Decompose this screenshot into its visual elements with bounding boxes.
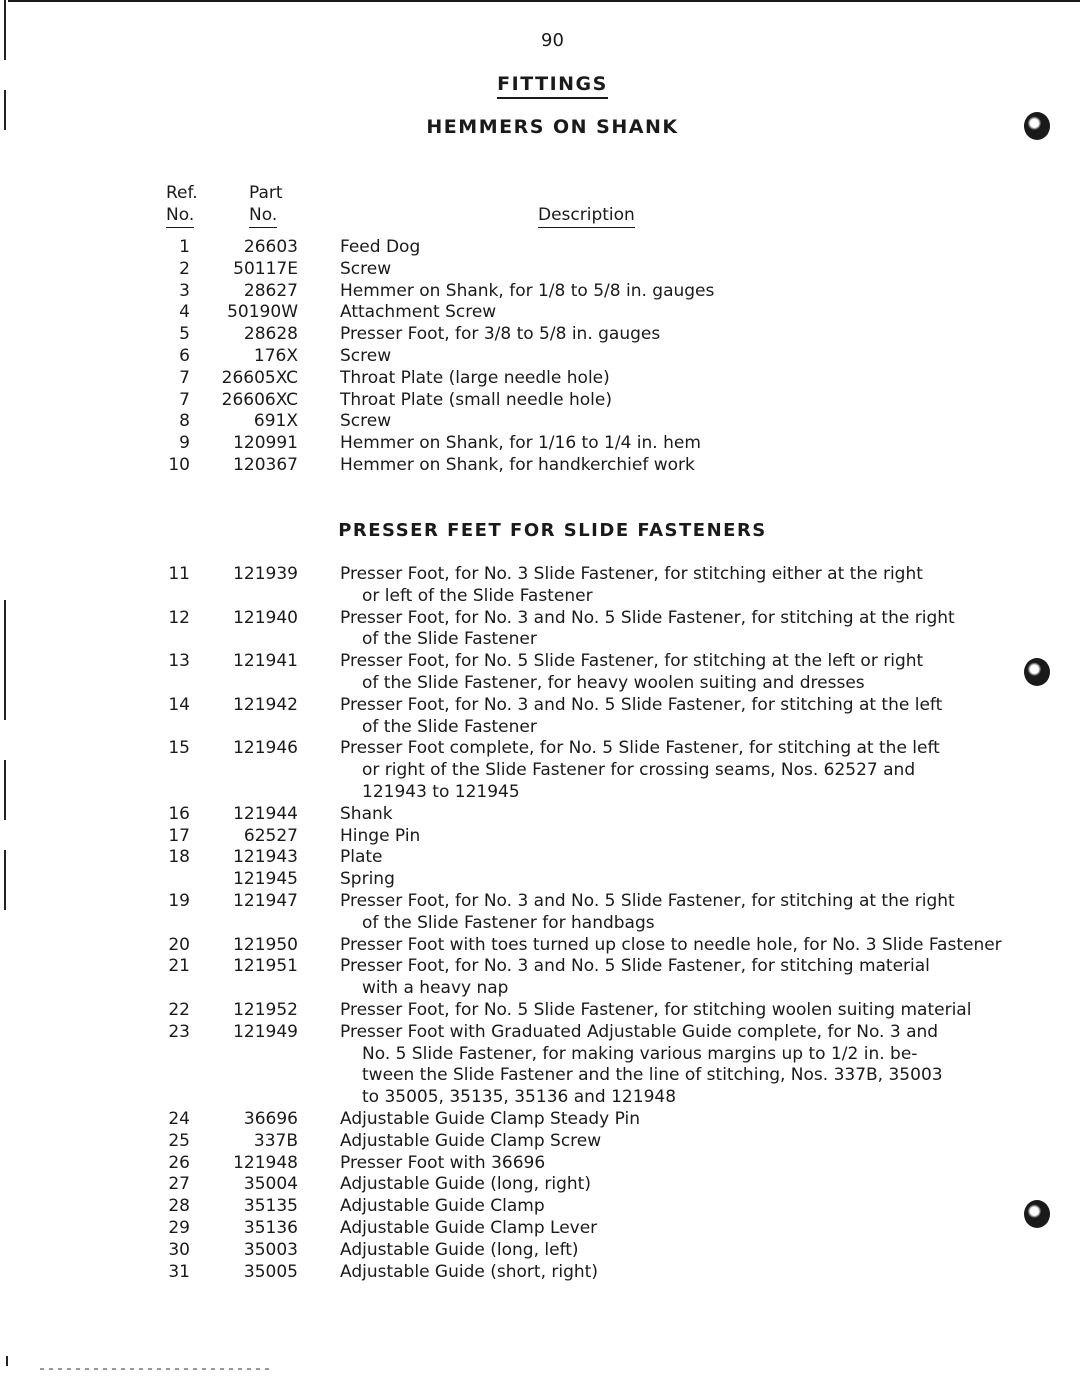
ref-number: 19 xyxy=(168,890,190,911)
presser-feet-parts-list xyxy=(0,564,1080,1283)
top-edge-rule xyxy=(8,0,1080,2)
part-description xyxy=(340,1131,990,1153)
table-row xyxy=(0,324,1080,346)
ref-number: 22 xyxy=(168,999,190,1020)
ref-number: 27 xyxy=(168,1174,190,1195)
part-number: 121939 xyxy=(233,564,298,584)
part-number: 50190W xyxy=(227,302,298,323)
description-line: Adjustable Guide (short, right) xyxy=(340,1261,598,1282)
description-line: 121943 to 121945 xyxy=(362,781,520,802)
description-line: of the Slide Fastener, for heavy woolen suiting and dresses xyxy=(362,672,865,693)
part-number: 26606XC xyxy=(221,389,298,410)
description-line: Presser Foot, for No. 5 Slide Fastener, for stitching at the left or right xyxy=(340,651,924,672)
part-description xyxy=(340,608,990,652)
ref-number: 23 xyxy=(168,1021,190,1042)
table-row xyxy=(0,608,1080,652)
table-row xyxy=(0,346,1080,368)
part-number: 121950 xyxy=(233,934,298,955)
part-description xyxy=(340,302,990,324)
ref-number: 8 xyxy=(179,411,190,432)
table-row xyxy=(0,651,1080,695)
ref-number: 31 xyxy=(168,1261,190,1282)
table-row xyxy=(0,1196,1080,1218)
table-row xyxy=(0,368,1080,390)
page-scuff-mark xyxy=(40,1368,270,1370)
part-number: 50117E xyxy=(233,258,298,279)
table-row xyxy=(0,869,1080,891)
table-row xyxy=(0,1153,1080,1175)
part-description xyxy=(340,368,990,390)
part-description xyxy=(340,259,990,281)
part-description xyxy=(340,1218,990,1240)
description-line: Hemmer on Shank, for 1/8 to 5/8 in. gauges xyxy=(340,280,715,301)
table-row xyxy=(0,826,1080,848)
description-line: Attachment Screw xyxy=(340,302,497,323)
part-number: 35136 xyxy=(243,1217,298,1238)
part-description xyxy=(340,455,990,477)
part-number: 121940 xyxy=(233,607,298,628)
description-line: Adjustable Guide Clamp xyxy=(340,1196,545,1217)
table-row xyxy=(0,433,1080,455)
table-row xyxy=(0,1262,1080,1284)
description-line: Hemmer on Shank, for 1/16 to 1/4 in. hem xyxy=(340,433,701,454)
part-description xyxy=(340,324,990,346)
table-row xyxy=(0,390,1080,412)
part-number: 120991 xyxy=(233,433,298,454)
part-description xyxy=(340,1240,990,1262)
description-line: Throat Plate (small needle hole) xyxy=(340,389,612,410)
part-description xyxy=(340,1000,990,1022)
page-title: FITTINGS xyxy=(0,73,1080,99)
table-row xyxy=(0,259,1080,281)
part-description xyxy=(340,934,1002,957)
ref-number: 25 xyxy=(168,1130,190,1151)
part-number: 26603 xyxy=(243,237,298,257)
description-line: Screw xyxy=(340,258,392,279)
section-title-hemmers: HEMMERS ON SHANK xyxy=(426,116,679,138)
part-description xyxy=(340,411,990,433)
description-line: Adjustable Guide Clamp Lever xyxy=(340,1217,598,1238)
section-title-presser-feet: PRESSER FEET FOR SLIDE FASTENERS xyxy=(338,520,767,541)
description-line: Presser Foot, for No. 5 Slide Fastener, for stitching woolen suiting material xyxy=(340,999,972,1020)
part-number: 121949 xyxy=(233,1021,298,1042)
part-number: 35005 xyxy=(243,1261,298,1282)
part-number: 35004 xyxy=(243,1174,298,1195)
part-description xyxy=(340,1174,990,1196)
description-line: Presser Foot with 36696 xyxy=(340,1152,546,1173)
ref-number: 30 xyxy=(168,1239,190,1260)
description-line: of the Slide Fastener xyxy=(362,629,537,650)
description-line: of the Slide Fastener xyxy=(362,716,537,737)
description-line: Feed Dog xyxy=(340,237,421,257)
part-number: 28627 xyxy=(243,280,298,301)
part-number: 120367 xyxy=(233,454,298,475)
description-line: with a heavy nap xyxy=(362,978,509,999)
ref-number: 13 xyxy=(168,651,190,672)
description-line: Hemmer on Shank, for handkerchief work xyxy=(340,454,695,475)
table-row xyxy=(0,1109,1080,1131)
table-row xyxy=(0,695,1080,739)
description-line: Presser Foot with Graduated Adjustable Guide complete, for No. 3 and xyxy=(340,1021,939,1042)
part-number: 28628 xyxy=(243,324,298,345)
description-line: Presser Foot, for No. 3 and No. 5 Slide Fastener, for stitching at the left xyxy=(340,694,943,715)
ref-number: 17 xyxy=(168,825,190,846)
description-line: Screw xyxy=(340,345,392,366)
ref-number: 7 xyxy=(179,389,190,410)
description-line: of the Slide Fastener for handbags xyxy=(362,912,655,933)
description-line: or left of the Slide Fastener xyxy=(362,585,593,606)
part-number: 35135 xyxy=(243,1196,298,1217)
part-description xyxy=(340,738,990,803)
table-row xyxy=(0,455,1080,477)
part-description xyxy=(340,237,990,259)
part-description xyxy=(340,804,990,826)
table-row xyxy=(0,1000,1080,1022)
ref-number: 26 xyxy=(168,1152,190,1173)
table-row xyxy=(0,1174,1080,1196)
part-number: 691X xyxy=(253,411,298,432)
binder-hole-icon xyxy=(1024,112,1050,140)
ref-number: 14 xyxy=(168,694,190,715)
ref-number: 2 xyxy=(179,258,190,279)
ref-number: 10 xyxy=(168,454,190,475)
table-row xyxy=(0,1022,1080,1109)
ref-number: 5 xyxy=(179,324,190,345)
part-description xyxy=(340,1153,990,1175)
part-description xyxy=(340,433,990,455)
description-line: Presser Foot, for 3/8 to 5/8 in. gauges xyxy=(340,324,661,345)
part-number: 121944 xyxy=(233,803,298,824)
part-number: 121948 xyxy=(233,1152,298,1173)
part-description xyxy=(340,847,990,869)
part-description xyxy=(340,869,990,891)
column-header-part-no: Part No. xyxy=(249,182,283,228)
description-line: Screw xyxy=(340,411,392,432)
part-description xyxy=(340,651,990,695)
description-line: Presser Foot, for No. 3 Slide Fastener, for stitching either at the right xyxy=(340,564,923,584)
hemmers-parts-list xyxy=(0,237,1080,477)
table-row xyxy=(0,1131,1080,1153)
part-description xyxy=(340,826,990,848)
column-header-ref-no: Ref. No. xyxy=(166,182,198,228)
part-number: 121952 xyxy=(233,999,298,1020)
description-line: to 35005, 35135, 35136 and 121948 xyxy=(362,1087,677,1108)
ref-number: 3 xyxy=(179,280,190,301)
part-description xyxy=(340,695,990,739)
table-row xyxy=(0,738,1080,803)
ref-number: 4 xyxy=(179,302,190,323)
part-number: 176X xyxy=(253,345,298,366)
ref-number: 6 xyxy=(179,345,190,366)
table-row xyxy=(0,804,1080,826)
part-number: 121943 xyxy=(233,847,298,868)
description-line: Throat Plate (large needle hole) xyxy=(340,367,610,388)
table-row xyxy=(0,1240,1080,1262)
part-description xyxy=(340,390,990,412)
binder-hole-icon xyxy=(1024,658,1050,686)
part-number: 121941 xyxy=(233,651,298,672)
part-number: 62527 xyxy=(243,825,298,846)
part-number: 121947 xyxy=(233,890,298,911)
part-number: 121951 xyxy=(233,956,298,977)
ref-number: 15 xyxy=(168,738,190,759)
page-number: 90 xyxy=(541,30,564,51)
part-number: 26605XC xyxy=(221,367,298,388)
part-number: 337B xyxy=(253,1130,298,1151)
table-row xyxy=(0,411,1080,433)
description-line: tween the Slide Fastener and the line of stitching, Nos. 337B, 35003 xyxy=(362,1065,943,1086)
part-description xyxy=(340,1022,990,1109)
page-edge-mark xyxy=(6,1356,8,1366)
part-number: 36696 xyxy=(243,1108,298,1129)
description-line: Presser Foot complete, for No. 5 Slide Fastener, for stitching at the left xyxy=(340,738,940,759)
table-row xyxy=(0,564,1080,608)
column-header-description: Description xyxy=(538,204,635,228)
table-row xyxy=(0,956,1080,1000)
description-line: Plate xyxy=(340,847,383,868)
ref-number: 16 xyxy=(168,803,190,824)
table-row xyxy=(0,935,1080,957)
part-description xyxy=(340,1109,990,1131)
ref-number: 11 xyxy=(168,564,190,584)
ref-number: 24 xyxy=(168,1108,190,1129)
part-description xyxy=(340,1196,990,1218)
part-number: 35003 xyxy=(243,1239,298,1260)
part-description xyxy=(340,956,990,1000)
ref-number: 1 xyxy=(179,237,190,257)
part-description xyxy=(340,1262,990,1284)
description-line: Presser Foot, for No. 3 and No. 5 Slide Fastener, for stitching at the right xyxy=(340,890,955,911)
table-row xyxy=(0,1218,1080,1240)
ref-number: 29 xyxy=(168,1217,190,1238)
part-number: 121942 xyxy=(233,694,298,715)
table-row xyxy=(0,237,1080,259)
part-number: 121945 xyxy=(233,869,298,890)
ref-number: 12 xyxy=(168,607,190,628)
ref-number: 28 xyxy=(168,1196,190,1217)
description-line: Presser Foot, for No. 3 and No. 5 Slide Fastener, for stitching material xyxy=(340,956,930,977)
table-row xyxy=(0,302,1080,324)
part-number: 121946 xyxy=(233,738,298,759)
description-line: Adjustable Guide Clamp Screw xyxy=(340,1130,602,1151)
table-row xyxy=(0,847,1080,869)
ref-number: 7 xyxy=(179,367,190,388)
part-description xyxy=(340,564,990,608)
description-line: Hinge Pin xyxy=(340,825,421,846)
ref-number: 9 xyxy=(179,433,190,454)
ref-number: 20 xyxy=(168,934,190,955)
table-row xyxy=(0,891,1080,935)
description-line: Adjustable Guide (long, right) xyxy=(340,1174,591,1195)
ref-number: 21 xyxy=(168,956,190,977)
binder-hole-icon xyxy=(1024,1200,1050,1228)
description-line: Presser Foot with toes turned up close to needle hole, for No. 3 Slide Fastener xyxy=(340,934,1002,955)
description-line: Adjustable Guide Clamp Steady Pin xyxy=(340,1108,640,1129)
ref-number: 18 xyxy=(168,847,190,868)
part-description xyxy=(340,891,990,935)
description-line: or right of the Slide Fastener for crossing seams, Nos. 62527 and xyxy=(362,760,916,781)
part-description xyxy=(340,281,990,303)
description-line: Shank xyxy=(340,803,393,824)
part-description xyxy=(340,346,990,368)
description-line: No. 5 Slide Fastener, for making various margins up to 1/2 in. be- xyxy=(362,1043,918,1064)
description-line: Spring xyxy=(340,869,395,890)
description-line: Adjustable Guide (long, left) xyxy=(340,1239,579,1260)
table-row xyxy=(0,281,1080,303)
description-line: Presser Foot, for No. 3 and No. 5 Slide Fastener, for stitching at the right xyxy=(340,607,955,628)
